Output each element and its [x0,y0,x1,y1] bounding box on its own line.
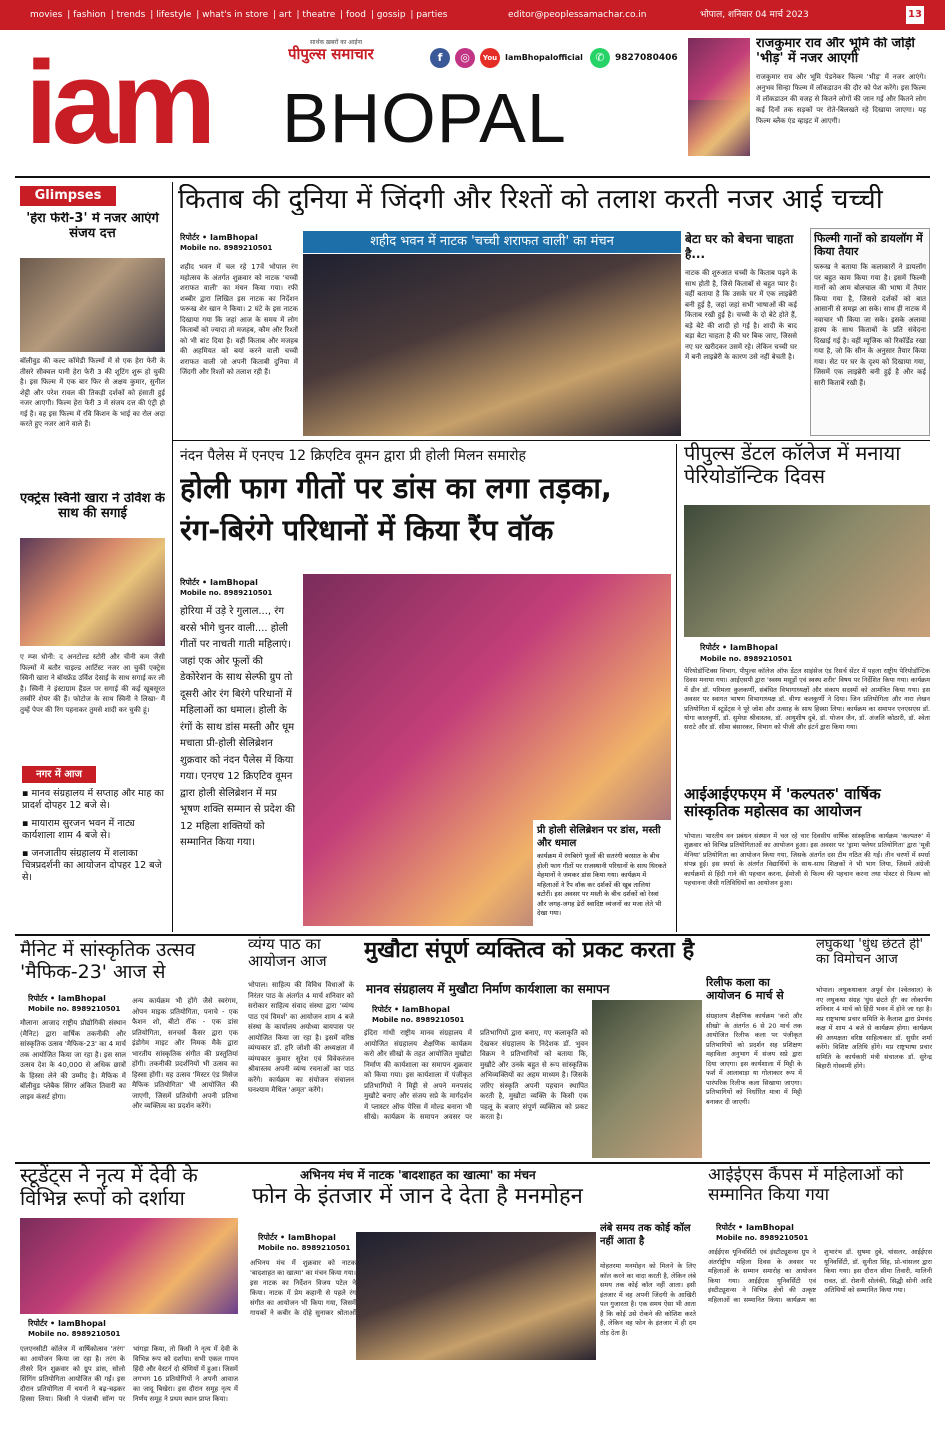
students-photo [20,1218,238,1314]
nav-art[interactable]: art [278,10,292,20]
nav-trends[interactable]: trends [116,10,146,20]
students-reporter: रिपोर्टर • IamBhopal [28,1319,106,1328]
manit-headline: मैनिट में सांस्कृतिक उत्सव 'मैफिक-23' आज से [20,940,196,983]
mukhauta-box-title: रिलीफ कला का आयोजन 6 मार्च से [706,976,784,1002]
nagar-item-2-text: मायाराम सुरजन भवन में नाट्य कार्यशाला शाम 4 बजे से। [22,818,135,841]
dental-mobile: Mobile no. 8989210501 [700,655,793,663]
manit-body-2: अन्य कार्यक्रम भी होंगे जैसे स्वरंगम, ओपन माइक प्रतियोगिता, पनाचे - एक फैशन शो, बीटो रॉक - एक डांस प्रतियोगिता, सनचर्स कैंसर द्वारा एक इंडोगेम माइट और निमक मैके द्वारा भारतीय सांस्कृतिक संगीत की प्रस्तुतियां होंगी। तकनीकी प्रदर्शनियों भी उत्सव का हिस्सा होंगी। यह उत्सव 'मिस्टर एंड मिसेज मैफिक प्रतियोगिता' भी आयोजित की जाएगी, जिसमें प्रतियोगी अपनी प्रतिभा और व्यक्तित्व का प्रदर्शन करेंगे। [132,997,238,1110]
nav-gossip[interactable]: gossip [376,10,406,20]
holi-headline-2: रंग-बिरंगे परिधानों में किया रैंप वॉक [180,514,554,547]
holi-box-body: कार्यक्रम में रंगबिरंगे फूलों की सतरंगी बरसात के बीच होली फाग गीतों पर राजस्थानी परिधानों के साथ थिरकते मेहमानों ने जमकर डांस किया गया। कार्यक्रम में महिलाओं ने रैंप वॉक कर दर्शकों की खूब तालियां बटोरीं। इस अवसर पर मस्ती के बीच दर्शकों को रेस्त्रां और जगह-जगह ढेरों स्वादिष्ट व्यंजनों का मजा लेते भी देखा गया। [537,852,667,917]
dental-photo [684,505,930,637]
iam-logo: iam [25,48,211,158]
main-box1-body: नाटक की शुरुआत चच्ची के किताब पढ़ने के साथ होती है, जिसे किताबों से बहुत प्यार है। वहीं बताया है कि उसके घर में एक लाइब्रेरी बनी हुई है, जहां जहां सभी भाषाओं की कई किताब रखी हुई है। चच्ची के दो बेटे होते हैं, बड़े बेटे की शादी हो गई है। शादी के बाद बड़ा बेटा चाहता है की घर बिक जाए, जिससे नए घर खरीदकर उसमें रहे। लेकिन चच्ची घर में बनी लाइब्रेरी के कारण उसे नहीं बेचती है। [685,269,797,361]
students-mobile: Mobile no. 8989210501 [28,1330,121,1338]
top-nav-bar [0,0,945,30]
ies-headline: आईईएस कैंपस में महिलाओं को सम्मानित किया गया [708,1166,904,1205]
nagar-item-1: ▪ मानव संग्रहालय में सप्ताह और माह का प्रादर्श दोपहर 12 बजे से। [22,788,165,811]
holi-box [533,820,671,926]
mukhauta-headline: मुखौटा संपूर्ण व्यक्तित्व को प्रकट करता है [364,938,695,963]
holi-intro: होरिया में उड़े रे गुलाल..., रंग बरसे भीगे चुनर वाली.... होली गीतों पर नाचती गाती महिलाएं। जहां एक ओर फूलों की डेकोरेशन के साथ सेल्फी ग्रुप तो दूसरी ओर रंग बिरंगे परिधानों में महिलाओं का धमाल। होली के रंगों के साथ डांस मस्ती और धूम मचाता प्री-होली सेलिब्रेशन शुक्रवार को नंदन पैलेस में किया गया। एनएच 12 क्रिएटिव वूमन द्वारा होली सेलिब्रेशन में मप्र भूषण शक्ति सम्मान से प्रदेश की 12 महिला शक्तियों को सम्मानित किया गया। [180,606,296,848]
column-divider-left [172,182,173,932]
laghukatha-body: भोपाल। लघुकथाकार अपूर्व सेन (श्वेतवाल) के नए लघुकथा संग्रह 'धुंध छंटते ही' का लोकार्पण शनिवार 4 मार्च को हिंदी भवन में होने जा रहा है। मप्र राष्ट्रभाषा प्रचार समिति के कैलाश द्वारा प्रेमचंद कक्ष में शाम 4 बजे से कार्यक्रम होगा। कार्यक्रम की अध्यक्षता वरिष्ठ साहित्यकार डॉ. सुधीर शर्मा करेंगे। विशिष्ट अतिथि होंगे। मप्र राष्ट्रभाषा प्रचार समिति के कार्यकारी मंत्री संचालक डॉ. सुरेन्द्र बिहारी गोस्वामी होंगे। [816,986,932,1070]
mukhauta-kicker: मानव संग्रहालय में मुखौटा निर्माण कार्यशाला का समापन [366,982,610,996]
social-handle[interactable]: IamBhopalofficial [505,53,583,62]
paper-name: पीपुल्स समाचार [288,45,374,63]
edition-date: भोपाल, शनिवार 04 मार्च 2023 [700,10,809,20]
natak-headline: फोन के इंतजार में जान दे देता है मनमोहन [252,1184,583,1209]
top-right-headline: राजकुमार राव और भूमि की जोड़ी 'भीड़' में नजर आएगी [756,37,915,66]
main-body: शहीद भवन में चल रहे 17वें भोपाल रंग महोत्सव के अंतर्गत शुक्रवार को नाटक 'चच्ची शराफत वाली' का मंचन किया गया। रफी शब्बीर द्वारा लिखित इस नाटक का निर्देशन फरूख शेर खान ने किया। 2 घंटे के इस नाटक दिखाया गया कि जहां आज के समय में लोग किताबों को ज्यादा तो मजहब, कौम और रिश्तों को भी बांट दिया है। वहीं किताब और मजहब की अहमियत को बयां करने वाली चच्ची शराफत वाली जो अपनी किताबी दुनिया में जिंदगी और रिश्तों को तलाश रही हैं। [180,263,298,376]
nav-theatre[interactable]: theatre [302,10,336,20]
nagar-item-2: ▪ मायाराम सुरजन भवन में नाट्य कार्यशाला शाम 4 बजे से। [22,818,135,841]
manit-mobile: Mobile no. 8989210501 [28,1005,121,1013]
main-mobile: Mobile no. 8989210501 [180,244,273,252]
natak-photo [356,1232,596,1360]
nagar-aaj-label: नगर में आज [22,766,96,783]
nav-lifestyle[interactable]: lifestyle [156,10,192,20]
top-right-body: राजकुमार राव और भूमि पेडनेकर फिल्म 'भीड़' में नजर आएंगे। अनुभव सिन्हा फिल्म में लॉकडाउन की दौर को पेश करेंगे। इस फिल्म में लॉकडाउन की वजह से कितने लोगों की जान गई और कितने लोग कई दिनों तक सड़कों पर रोते-बिलखते रहे दिखाया जाएगा। यह फिल्म ब्लैक एंड व्हाइट में आएगी। [756,73,926,125]
nagar-list [22,788,166,928]
nav-food[interactable]: food [346,10,366,20]
dental-reporter: रिपोर्टर • IamBhopal [700,643,778,652]
nagar-item-3-text: जनजातीय संग्रहालय में शलाका चित्रप्रदर्शनी का आयोजन दोपहर 12 बजे से। [22,848,162,883]
iiifm-headline: आईआईएफएम में 'कल्पतरु' वार्षिक सांस्कृतिक महोत्सव का आयोजन [684,786,881,821]
nagar-item-3: ▪ जनजातीय संग्रहालय में शलाका चित्रप्रदर्शनी का आयोजन दोपहर 12 बजे से। [22,848,162,883]
glimpse-1-headline: 'हेरा फेरी-3' में नजर आएंगे संजय दत्त [26,212,159,241]
main-headline: किताब की दुनिया में जिंदगी और रिश्तों को तलाश करती नजर आई चच्ची [178,184,883,215]
nav-whats-in-store[interactable]: what's in store [202,10,269,20]
page-number: 13 [906,6,924,24]
mukhauta-reporter: रिपोर्टर • IamBhopal [372,1005,450,1014]
paper-tagline: सार्थक ख़बरों का आईना [310,39,363,46]
students-headline: स्टूडेंट्स ने नृत्य में देवी के विभिन्न रूपों को दर्शाया [20,1164,198,1210]
mukhauta-mobile: Mobile no. 8989210501 [372,1016,465,1024]
section-nav: movies | fashion | trends | lifestyle | what's in store | art | theatre | food | gossip | parties [30,10,448,20]
glimpse-2-headline: एक्ट्रेस स्विनी खारा ने उर्विश के साथ की सगाई [20,492,165,521]
ies-body: आईईएस यूनिवर्सिटी एवं इंस्टीट्यूशन्स ग्रुप ने अंतर्राष्ट्रीय महिला दिवस के अवसर पर महिलाओं के सम्मान समारोह का आयोजन किया गया। आईईएस यूनिवर्सिटी एवं इंस्टीट्यूशन्स ने विभिन्न क्षेत्रों की उत्कृष्ट महिलाओं का सम्मानित किया। कार्यक्रम का शुभारंभ डॉ. सुषमा दुबे, चांसलर, आईईएस यूनिवर्सिटी, डॉ. सुनीता सिंह, प्रो-चांसलर द्वारा किया गया। इस दौरान सीमा तिवारी, मालिनी रावत, डॉ. रोशनी सोलंकी, सिद्धी सोनी आदि अतिथियों को सम्मानित किया गया। [708,1248,932,1304]
ies-reporter: रिपोर्टर • IamBhopal [716,1223,794,1232]
natak-reporter: रिपोर्टर • IamBhopal [258,1233,336,1242]
manit-reporter: रिपोर्टर • IamBhopal [28,994,106,1003]
natak-body: अभिनय मंच में शुक्रवार को नाटक 'बादशाहत का खात्मा' का मंचन किया गया। इस नाटक का निर्देशन विजय पटेल ने किया। नाटक में प्रेम कहानी से पहले रंग संगीत का आयोजन भी किया गया, जिसमें गायकों ने कबीर के दोहे सुनाकर श्रोताओं [250,1259,356,1317]
whatsapp-icon[interactable]: ✆ [590,48,610,68]
iiifm-body: भोपाल। भारतीय वन प्रबंधन संस्थान में चल रहे चार दिवसीय वार्षिक सांस्कृतिक कार्यक्रम 'कल्पतरु' में शुक्रवार को विभिन्न प्रतियोगिताओं का आयोजन हुआ। इस अवसर पर 'ड्रामा फ्लेयर प्रतियोगिता' द्वारा 'मूवी मेनिया' प्रतियोगिता का आयोजन किया गया, जिसके अंतर्गत दस टीम गठित की गईं। तीन चरणों में स्पर्धा संपन्न हुई। इस स्पर्धा के अंतर्गत विद्यार्थियों के साथ-साथ शिक्षकों ने भी भाग लिया, जिसमें अंग्रेजी कार्यक्रमों से हिंदी गाने की पहचान करना, ईमोजी से फिल्म की पहचान करना तथा पोस्टर से फिल्म को पहचानना जैसी गतिविधियों का आयोजन हुआ। [684,832,930,888]
glimpse-2-body: ए म्प्स धोनी: द अनटोल्ड स्टोरी और चीनी कम जैसी फिल्मों में बतौर चाइल्ड आर्टिस्ट नजर आ चुकीं एक्ट्रेस स्विनी खारा ने बॉयफ्रेंड उर्विश देसाई के साथ सगाई कर ली है। स्विनी ने इंस्टाग्राम हैंडल पर सगाई की कई खूबसूरत तस्वीरें शेयर की हैं। फोटोज के साथ स्विनी ने लिखा- मैं तुम्हें पेपर की रिंग पहनाकर तुमसे शादी कर चुकी हूं। [20,653,165,714]
play-photo [303,254,681,436]
section-rule-2 [15,934,930,936]
natak-mobile: Mobile no. 8989210501 [258,1244,351,1252]
holi-headline-1: होली फाग गीतों पर डांस का लगा तड़का, [180,472,612,505]
glimpses-label: Glimpses [20,186,116,206]
main-box2-body: फरूख ने बताया कि कलाकारों ने डायलॉग पर बहुत काम किया गया है। इसमें फिल्मी गानों को आम बोलचाल की भाषा में तैयार किया गया है, जिससे दर्शकों को बात आसानी से समझ आ सके। साथ ही नाटक में नवाचार भी किया जा सके। इसके अलावा हास्य के साथ किताबों के प्रति संवेदना दिखाई गई है। वहीं म्यूजिक को रिकॉर्डेड रखा गया है, जो कि सीन के अनुसार तैयार किया गया। सेट पर घर के दृश्य को दिखाया गया, जिसमें एक लाइब्रेरी बनी हुई है और कई सारी किताबें रखी हैं। [814,263,926,387]
editor-email[interactable]: editor@peoplessamachar.co.in [508,10,647,20]
facebook-icon[interactable]: f [430,48,450,68]
mukhauta-photo [592,1000,702,1158]
main-box2-title: फिल्मी गानों को डायलॉग में किया तैयार [814,232,923,258]
main-box1-title: बेटा घर को बेचना चाहता है... [685,232,794,261]
nagar-item-1-text: मानव संग्रहालय में सप्ताह और माह का प्रादर्श दोपहर 12 बजे से। [22,788,165,811]
glimpse-1-body: बॉलीवुड की कल्ट कॉमेडी फिल्मों में से एक हेरा फेरी के तीसरे सीक्वल यानी हेरा फेरी 3 की शूटिंग शुरू हो चुकी है। इस फिल्म में एक बार फिर से अक्षय कुमार, सुनील शेट्टी और परेश रावल की तिकड़ी दर्शकों को हंसाती हुई नजर आएगी। फिल्म हेरा फेरी 3 में संजय दत्त की एंट्री हो गई है। वह इस फिल्म में रवि किशन के भाई का रोल अदा करते हुए नजर आने वाले हैं। [20,357,165,428]
top-right-photo-2 [688,100,750,156]
youtube-icon[interactable]: You [480,48,500,68]
mukhauta-body: इंदिरा गांधी राष्ट्रीय मानव संग्रहालय में आयोजित संग्रहालय शैक्षणिक कार्यक्रम करो और सीखो के तहत आयोजित मुखौटा निर्माण की कार्यशाला का समापन शुक्रवार को किया गया। इस कार्यशाला में पंजीकृत प्रतिभागियों ने मिट्टी से अपने मनपसंद मुखौटे बनाए और संजय सप्रे के मार्गदर्शन में प्लास्टर ऑफ पेरिस में मोल्ड बनाना भी सीखे। कार्यक्रम के समापन अवसर पर प्रतिभागियों द्वारा बनाए, गए कलाकृति को देखकर संग्रहालय के निदेशक डॉ. भुवन विक्रम ने प्रतिभागियों को बताया कि, मुखौटे और उनके बहुत से रूप सांस्कृतिक अभिव्यक्तियों का अहम माध्यम है। जिसके जरिए संस्कृति अपनी पहचान स्थापित करती है, मुखौटा व्यक्ति के किसी एक पहलू के बजाए संपूर्ण व्यक्तित्व को प्रकट करता है। [364,1029,588,1121]
nav-fashion[interactable]: fashion [73,10,106,20]
bhopal-logo: BHOPAL [282,79,567,157]
manit-body: मौलाना आजाद राष्ट्रीय प्रौद्योगिकी संस्थान (मैनिट) द्वारा वार्षिक तकनीकी और सांस्कृतिक उत्सव 'मैफिक-23' का 4 मार्च तक आयोजित किया जा रहा है। इस साल उत्सव देश के 40,000 से अधिक छात्रों के हिस्सा लेने की उम्मीद है। मैफिक में बॉलीवुड प्लेबैक सिंगर अंकित तिवारी का लाइव कंसर्ट होगा। [20,1019,126,1101]
section-rule-1 [172,440,930,441]
holi-reporter: रिपोर्टर • IamBhopal [180,578,258,587]
holi-kicker: नंदन पैलेस में एनएच 12 क्रिएटिव वूमन द्वारा प्री होली मिलन समारोह [180,448,526,464]
ies-mobile: Mobile no. 8989210501 [716,1234,809,1242]
laghukatha-headline: लघुकथा 'धुंध छंटते ही' का विमोचन आज [816,938,924,967]
dental-body: पेरियोडॉन्टिक्स विभाग, पीपुल्स कॉलेज ऑफ डेंटल साइंसेज एंड रिसर्च सेंटर में पहला राष्ट्रीय पेरियोडॉन्टिक दिवस मनाया गया। आईएसपी द्वारा 'स्वस्थ मसूड़ों एवं स्वस्थ शरीर' विषय पर निर्देशित किया गया। कार्यक्रम में डीन डॉ. परिमला कुलकर्णी, संबंधित विभागाध्यक्षों और संकाय सदस्यों को आमंत्रित किया गया। इस अवसर पर स्वागत भाषण विभागाध्यक्ष डॉ. वीणा कलकुर्णी ने दिया। जिन प्रतियोगिता और नारा लेखन प्रतियोगिता में स्टूडेंट्स ने पूरे जोश और उत्साह के साथ हिस्सा लिया। कार्यक्रम का समापन एनएसएस डॉ. योगा कालवुर्णी, डॉ. सुमेधा श्रीवास्तव, डॉ. आयुशीष दुबे, डॉ. योजन जैन, डॉ. अंजलि कोठारी, डॉ. श्वेता सराटे और डॉ. सीमा बंसारकर, विभाग को पीजी और इंटर्न द्वारा किया गया। [684,667,930,732]
natak-box-title: लंबे समय तक कोई कॉल नहीं आता है [600,1223,691,1247]
natak-box-body: मोहतरमा मनमोहन को मिलने के लिए कॉल करने का वादा करती है, लेकिन लंबे समय तक कोई कॉल नहीं आता। इसी इंतजार में वह अपनी जिंदगी के आखिरी पल गुजारता है। एक समय ऐसा भी आता है कि कोई उसे रोकने की कोशिश करते है, लेकिन वह फोन के इंतजार में ही दम तोड़ देता है। [600,1262,696,1337]
natak-kicker: अभिनय मंच में नाटक 'बादशाहत का खात्मा' का मंचन [300,1168,536,1182]
main-banner: शहीद भवन में नाटक 'चच्ची शराफत वाली' का मंचन [303,231,681,253]
whatsapp-number: 9827080406 [615,53,678,63]
vyang-headline: व्यंग्य पाठ का आयोजन आज [248,936,327,971]
students-body: एलएनसीटी कॉलेज में वार्षिकोत्सव 'तरंग' का आयोजन किया जा रहा है। तरंग के तीसरे दिन शुक्रवार को ग्रुप डांस, सोलो सिंगिंग प्रतियोगिता आयोजित की गईं। इस दौरान प्रतियोगिता में चयनों ने बढ़-चढ़कर हिस्सा लिया। किसी ने पंजाबी सॉन्ग पर भांगड़ा किया, तो किसी ने नृत्य में देवी के विभिन्न रूप को दर्शाया। सभी एकल गायन हिंदी और वेस्टर्न दो श्रेणियों में हुआ। जिसमें लगभग 16 प्रतियोगियों ने अपनी आवाज का जादू बिखेरा। इस दौरान समूह नृत्य में निर्णय समूह ने प्रथम स्थान प्राप्त किया। [20,1345,238,1403]
instagram-icon[interactable]: ◎ [455,48,475,68]
holi-box-title: प्री होली सेलिब्रेशन पर डांस, मस्ती और धमाल [537,825,661,849]
nav-parties[interactable]: parties [416,10,448,20]
mukhauta-box-body: संग्रहालय शैक्षणिक कार्यक्रम 'करो और सीखो' के अंतर्गत 6 से 20 मार्च तक आयोजित रिलीफ कला पर पंजीकृत प्रतिभागियों को प्रदर्शन सह प्रशिक्षण महाविला अनुभाग में संजय सप्रे द्वारा दिया जाएगा। इस कार्यशाला में मिट्टी के फर्श में आलावाड़ा या गोलाकार रूप में पारंपरिक रिलीफ कला सिखाया जाएगा। प्रतिभागियों को निर्धारित मात्रा में मिट्टी बनाकर दी जाएगी। [706,1012,802,1106]
masthead-rule [15,176,930,178]
nav-movies[interactable]: movies [30,10,63,20]
holi-mobile: Mobile no. 8989210501 [180,589,273,597]
swini-khara-photo [20,538,165,646]
main-reporter: रिपोर्टर • IamBhopal [180,233,258,242]
dental-headline: पीपुल्स डेंटल कॉलेज में मनाया पेरियोडॉन्टिक दिवस [684,442,901,488]
sanjay-dutt-photo [20,258,165,352]
vyang-body: भोपाल। साहित्य की विविध विधाओं के निरंतर पाठ के अंतर्गत 4 मार्च शनिवार को सरोकार साहित्य संवाद संस्था द्वारा 'व्यंग्य पाठ एवं विमर्श' का आयोजन शाम 4 बजे संस्था के कार्यालय अयोध्या बायपास पर आयोजित किया जा रहा है। इसमें वरिष्ठ व्यंग्यकार डॉ. हरि जोशी की अध्यक्षता में व्यंग्यकार कुमार सुरेश एवं विवेकरंजन श्रीवास्तव अपनी व्यंग्य रचनाओं का पाठ करेंगे। कार्यक्रम का संयोजन संचालन घनश्याम मैथिल 'अमृत' करेंगे। [248,981,354,1094]
column-divider-right [676,444,677,932]
